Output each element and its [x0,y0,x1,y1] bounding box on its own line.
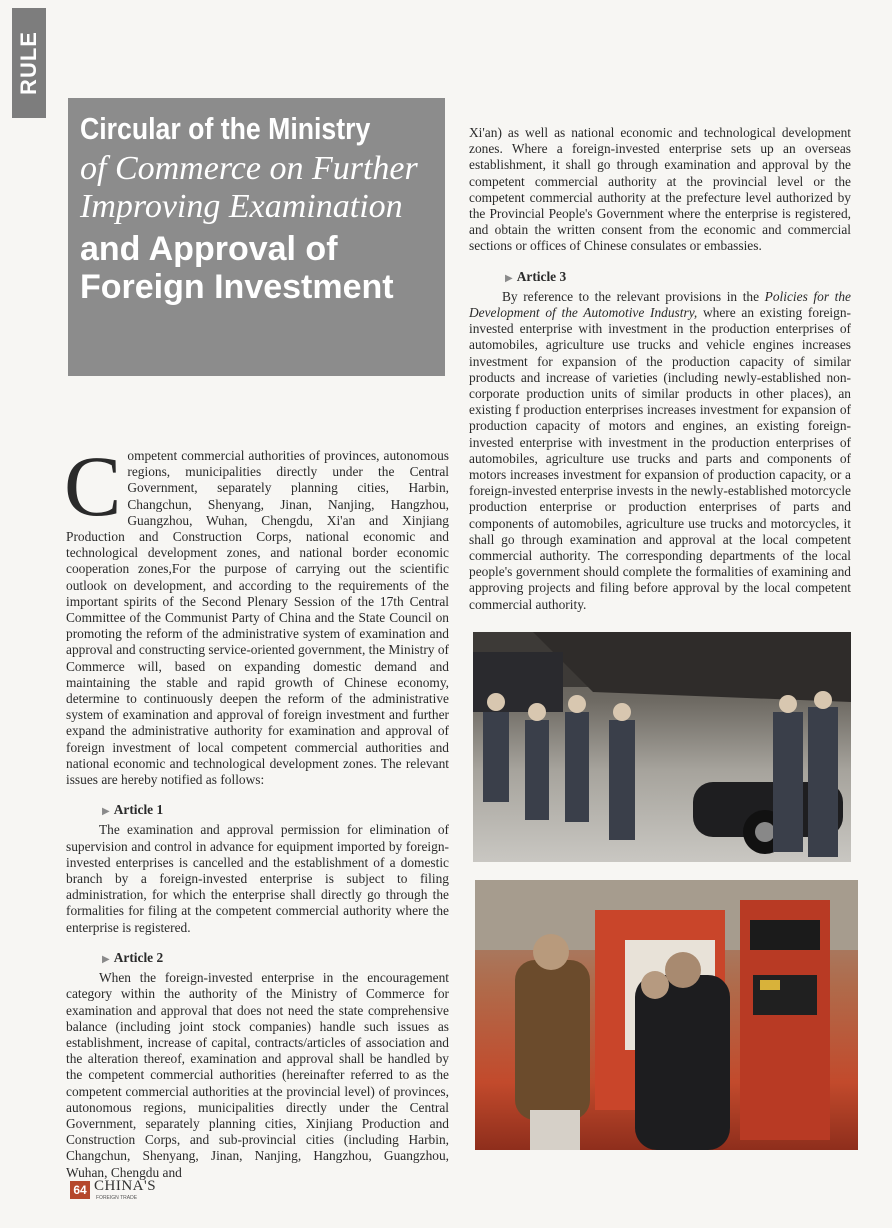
article-2-text: When the foreign-invested enterprise in the encouragement category within the authority of the Ministry of Commerce for examination and approval that does not need the state comprehensive balance (including joint stock companies) handle such issues as establishment, increase of capital, contracts/articles of association and the alteration thereof, examination and approval shall be handled by the competent commercial authorities (hereinafter referred to as the competent commercial authorities at the provincial level) of provinces, autonomous regions, municipalities directly under the Central Government, separately planning cities, Xinjiang Production and Construction Corps, and sub-provincial cities (including Harbin, Changchun, Shenyang, Jinan, Nanjing, Hangzhou, Guangzhou, Wuhan, Chengdu and [66,970,449,1180]
photo-fuel-pump-exhibit [475,880,858,1150]
section-tab-label: RULE [16,31,41,95]
article-3-text: By reference to the relevant provisions in the Policies for the Development of the Automotive Industry, where an existing foreign-invested enterprise with investment in the production enterprises of automobiles, agriculture use trucks and vehicle engines increases investment for expansion of the production capacity of similar products and increase of varieties (including newly-established non-corporate production units of similar products in other places), an existing f production enterprises increases investment for expansion of production capacity of motors and engines, an existing foreign-invested enterprise with investment in the production enterprises of automobiles, agriculture use trucks and parts and components of motors increases investment for expansion of production capacity, or a foreign-invested enterprise invests in the newly-established motorcycle production enterprise or production enterprises of parts and components of automobiles, agriculture use trucks and motorcycles, it shall go through examination and approval at the local competent commercial authority. The corresponding departments of the local people's government should complete the formalities of examining and approving projects and filing before approval by the local competent commercial authority. [469,288,851,612]
section-tab [12,8,46,118]
right-column [469,125,851,613]
title-line-3: and Approval of Foreign Investment [80,230,394,306]
page-number: 64 [70,1181,90,1199]
article-title-box [68,98,445,376]
article-2-continued: Xi'an) as well as national economic and technological development zones. Where a foreign-invested enterprise sets up an overseas establishment, it shall go through examination and approval by the competent commercial authority at the provincial level or the competent commercial authority at the prefecture level authorized by the Provincial People's Government where the enterprise is registered, and obtain the written consent from the economic and commercial sections or offices of Chinese consulates or embassies. [469,125,851,254]
intro-text: ompetent commercial authorities of provinces, autonomous regions, municipalities directly under the Central Government, separately planning cities, Harbin, Changchun, Shenyang, Jinan, Nanjing, Hangzhou, Guangzhou, Wuhan, Chengdu, Xi'an and Xinjiang Production and Construction Corps, national economic and technological development zones, and national border economic cooperation zones,For the purpose of carrying out the scientific outlook on development, and according to the requirements of the important spirits of the Second Plenary Session of the 17th Central Committee of the Communist Party of China and the State Council on promoting the reform of the administrative system of examination and approval and constructing service-oriented government, the Ministry of Commerce will, based on expanding domestic demand and maintaining the stable and rapid growth of Chinese economy, determine to continuously deepen the reform of the administrative system of examination and approval of foreign investment and further expand the administrative authority for examination and approval of foreign investment of local competent commercial authorities and national economic and technological development zones. The relevant issues are hereby notified as follows: [66,448,450,788]
triangle-bullet-icon: ▶ [102,806,110,818]
drop-cap: C [64,438,122,534]
title-line-2: of Commerce on Further Improving Examination [80,150,418,225]
magazine-logo: CHINA'S [94,1178,157,1194]
policy-title: Policies for the Development of the Automotive Industry, [469,288,851,321]
triangle-bullet-icon: ▶ [505,272,513,284]
article-3-heading-text: Article 3 [516,268,567,284]
article-1-heading [102,802,449,820]
triangle-bullet-icon: ▶ [102,953,110,965]
photo-auto-show [473,632,851,862]
magazine-logo-sub: FOREIGN TRADE [96,1195,138,1201]
article-2-heading [102,950,449,968]
article-1-text: The examination and approval permission for elimination of supervision and control in advance for equipment imported by foreign-invested enterprises is cancelled and the establishment of a domestic branch by a foreign-invested enterprise is subject to filing administration, for which the enterprise shall directly go through the formalities for filing at the competent commercial authority where the enterprise is registered. [66,822,449,935]
left-column [64,438,450,1181]
article-2-heading-text: Article 2 [113,949,164,965]
title-line-1: Circular of the Ministry [80,111,371,146]
article-3-heading [505,269,851,287]
article-1-heading-text: Article 1 [113,802,164,818]
intro-paragraph [64,438,450,788]
